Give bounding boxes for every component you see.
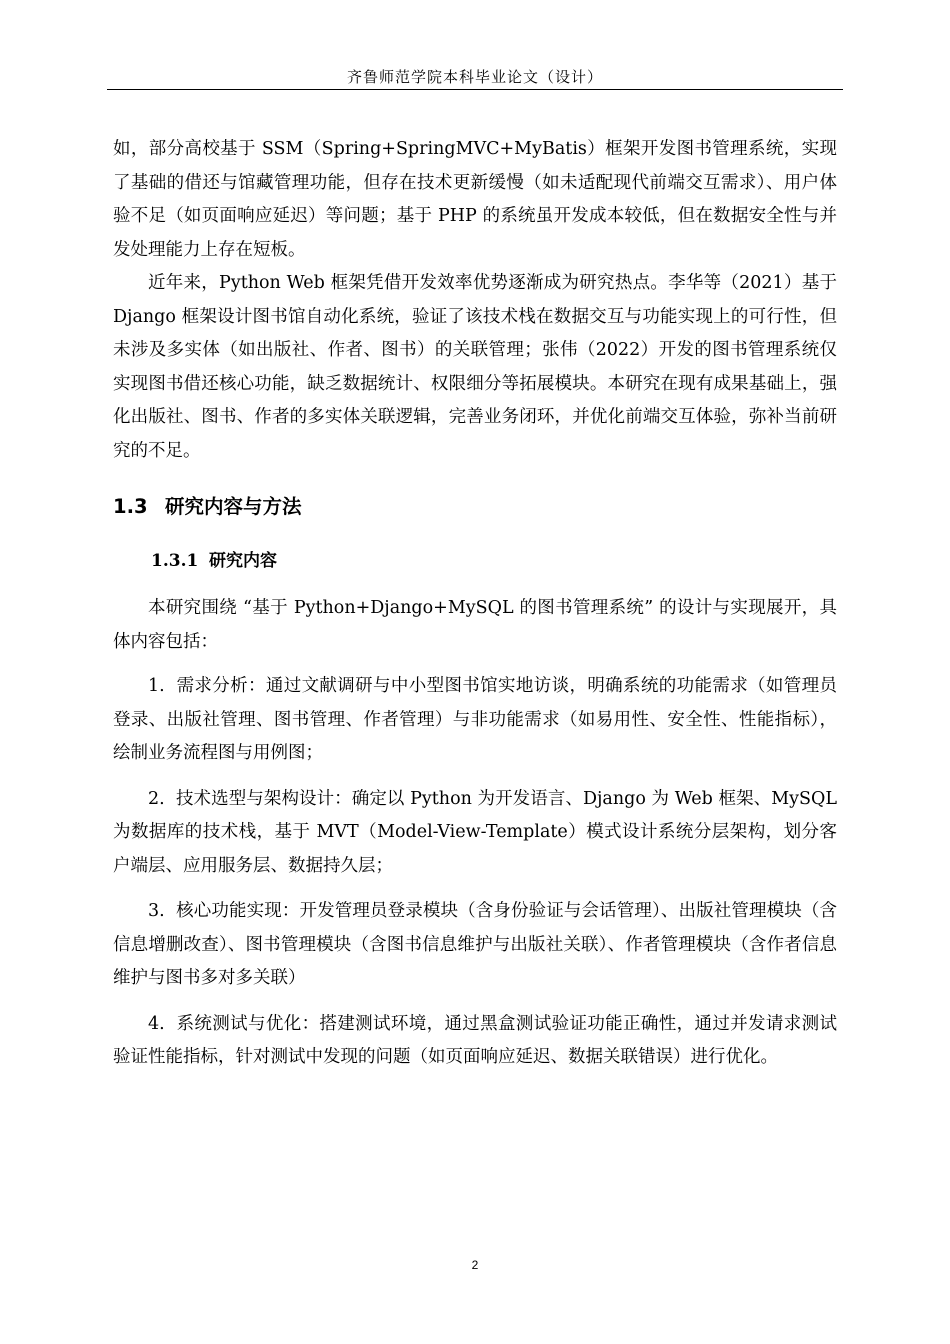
list-item bbox=[113, 783, 837, 884]
list-item bbox=[113, 670, 837, 771]
list-text: 技术选型与架构设计：确定以 Python 为开发语言、Django 为 Web 框架、MySQL 为数据库的技术栈，基于 MVT（Model-View-Template）模式设计系统分层架构，划分客户端层、应用服务层、数据持久层； bbox=[113, 788, 837, 876]
header-divider bbox=[107, 89, 843, 90]
spacer bbox=[113, 576, 837, 592]
spacer bbox=[113, 771, 837, 783]
list-marker: 2. bbox=[148, 788, 165, 809]
running-header: 齐鲁师范学院本科毕业论文（设计） bbox=[346, 68, 603, 86]
page-number: 2 bbox=[471, 1258, 479, 1272]
subsection-number: 1.3.1 bbox=[151, 551, 199, 571]
section-heading bbox=[113, 492, 837, 522]
spacer bbox=[113, 883, 837, 895]
list-marker: 3. bbox=[148, 901, 165, 921]
list-text: 核心功能实现：开发管理员登录模块（含身份验证与会话管理）、出版社管理模块（含信息增删改查）、图书管理模块（含图书信息维护与出版社关联）、作者管理模块（含作者信息维护与图书多对多关联） bbox=[113, 901, 837, 988]
spacer bbox=[113, 659, 837, 670]
section-title: 研究内容与方法 bbox=[165, 495, 302, 518]
list-marker: 4. bbox=[148, 1013, 165, 1034]
list-marker: 1. bbox=[148, 676, 165, 696]
paragraph-research-intro: 本研究围绕 “基于 Python+Django+MySQL 的图书管理系统” 的设计与实现展开，具体内容包括： bbox=[113, 598, 837, 652]
subsection-title: 研究内容 bbox=[209, 551, 277, 571]
section-number: 1.3 bbox=[113, 495, 148, 518]
list-item bbox=[113, 1008, 837, 1075]
spacer bbox=[113, 522, 837, 546]
subsection-heading bbox=[113, 546, 837, 576]
list-text: 系统测试与优化：搭建测试环境，通过黑盒测试验证功能正确性，通过并发请求测试验证性能指标，针对测试中发现的问题（如页面响应延迟、数据关联错误）进行优化。 bbox=[113, 1013, 837, 1067]
body-text bbox=[113, 133, 837, 1075]
list-text: 需求分析：通过文献调研与中小型图书馆实地访谈，明确系统的功能需求（如管理员登录、出版社管理、图书管理、作者管理）与非功能需求（如易用性、安全性、性能指标），绘制业务流程图与用例图； bbox=[113, 676, 837, 763]
list-item bbox=[113, 895, 837, 996]
spacer bbox=[113, 996, 837, 1008]
paragraph-ssm-php: 如，部分高校基于 SSM（Spring+SpringMVC+MyBatis）框架开发图书管理系统，实现了基础的借还与馆藏管理功能，但存在技术更新缓慢（如未适配现代前端交互需求）、用户体验不足（如页面响应延迟）等问题；基于 PHP 的系统虽开发成本较低，但在数据安全性与并发处理能力上存在短板。 bbox=[113, 139, 837, 260]
spacer bbox=[113, 468, 837, 492]
paragraph-python-web: 近年来，Python Web 框架凭借开发效率优势逐渐成为研究热点。李华等（2021）基于 Django 框架设计图书馆自动化系统，验证了该技术栈在数据交互与功能实现上的可行性，但未涉及多实体（如出版社、作者、图书）的关联管理；张伟（2022）开发的图书管理系统仅实现图书借还核心功能，缺乏数据统计、权限细分等拓展模块。本研究在现有成果基础上，强化出版社、图书、作者的多实体关联逻辑，完善业务闭环，并优化前端交互体验，弥补当前研究的不足。 bbox=[113, 273, 837, 461]
